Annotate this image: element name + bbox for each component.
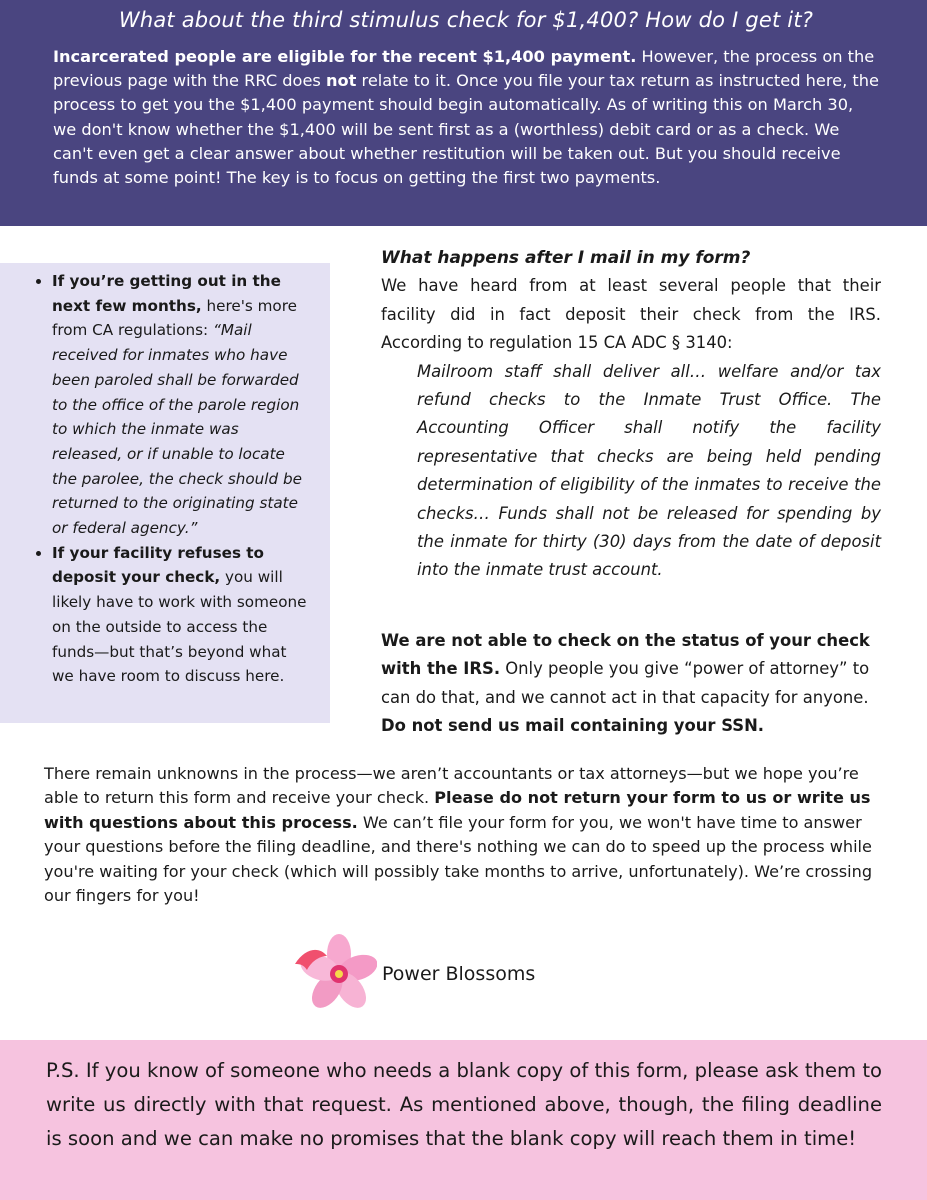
intro-paragraph: Incarcerated people are eligible for the recent $1,400 payment. However, the process on the previous page with the RRC does not relate to it. Once you file your tax return as instructed here, the process to get you the $1,400 payment should begin automatically. As of writing this on March 30, we don't know whether the $1,400 will be sent first as a (worthless) debit card or as a check. We can't even get a clear answer about whether restitution will be taken out. But you should receive funds at some point! The key is to focus on getting the first two payments. [53, 47, 879, 188]
tips-list [30, 269, 312, 689]
regulation-blockquote: Mailroom staff shall deliver all… welfare and/or tax refund checks to the Inmate Trust Office. The Accounting Officer shall notify the facility representative that checks are being held pending determination of eligibility of the inmates to receive the checks… Funds shall not be released for spending by the inmate for thirty (30) days from the date of deposit into the inmate trust account. [417, 361, 881, 580]
flower-icon [291, 934, 377, 1012]
closing-paragraph: There remain unknowns in the process—we aren’t accountants or tax attorneys—but we hope you’re able to return this form and receive your check. Please do not return your form to us or write us with questions about this process. We can’t file your form for you, we won't have time to answer your questions before the filing deadline, and there's nothing we can do to speed up the process while you're waiting for your check (which will possibly take months to arrive, unfortunately). We’re crossing our fingers for you! [44, 764, 873, 906]
eligibility-statement: Incarcerated people are eligible for the recent $1,400 payment. [53, 47, 637, 66]
do-not-return-warning: Please do not return your form to us or write us with questions about this process. [44, 788, 871, 832]
main-column [381, 244, 881, 741]
sidebar-box [0, 263, 330, 723]
header-band [0, 0, 927, 226]
question-heading: What happens after I mail in my form? [381, 248, 751, 268]
section-title: What about the third stimulus check for $1,400? How do I get it? [118, 8, 814, 32]
postscript-band [0, 1040, 927, 1200]
deposit-paragraph: We have heard from at least several people that their facility did in fact deposit their check from the IRS. According to regulation 15 CA ADC § 3140: [381, 276, 881, 353]
brand-name: Power Blossoms [382, 963, 536, 985]
ssn-warning: Do not send us mail containing your SSN. [381, 716, 765, 736]
status-paragraph: We are not able to check on the status of your check with the IRS. Only people you give “power of attorney” to can do that, and we cannot act in that capacity for anyone. Do not send us mail containing your SSN. [381, 630, 870, 736]
regulation-quote: “Mail received for inmates who have been paroled shall be forwarded to the office of the parole region to which the inmate was released, or if unable to locate the parolee, the check should be returned to the originating state or federal agency.” [52, 321, 302, 538]
list-item-facility-refuses: • If your facility refuses to deposit your check, you will likely have to work with someone on the outside to access the funds—but that’s beyond what we have room to discuss here. [52, 541, 312, 689]
list-item-getting-out: • If you’re getting out in the next few months, here's more from CA regulations: “Mail received for inmates who have been paroled shall be forwarded to the office of the parole region to which the inmate was released, or if unable to locate the parolee, the check should be returned to the originating state or federal agency.” [52, 269, 312, 541]
postscript-text: P.S. If you know of someone who needs a blank copy of this form, please ask them to write us directly with that request. As mentioned above, though, the filing deadline is soon and we can make no promises that the blank copy will reach them in time! [46, 1059, 882, 1150]
